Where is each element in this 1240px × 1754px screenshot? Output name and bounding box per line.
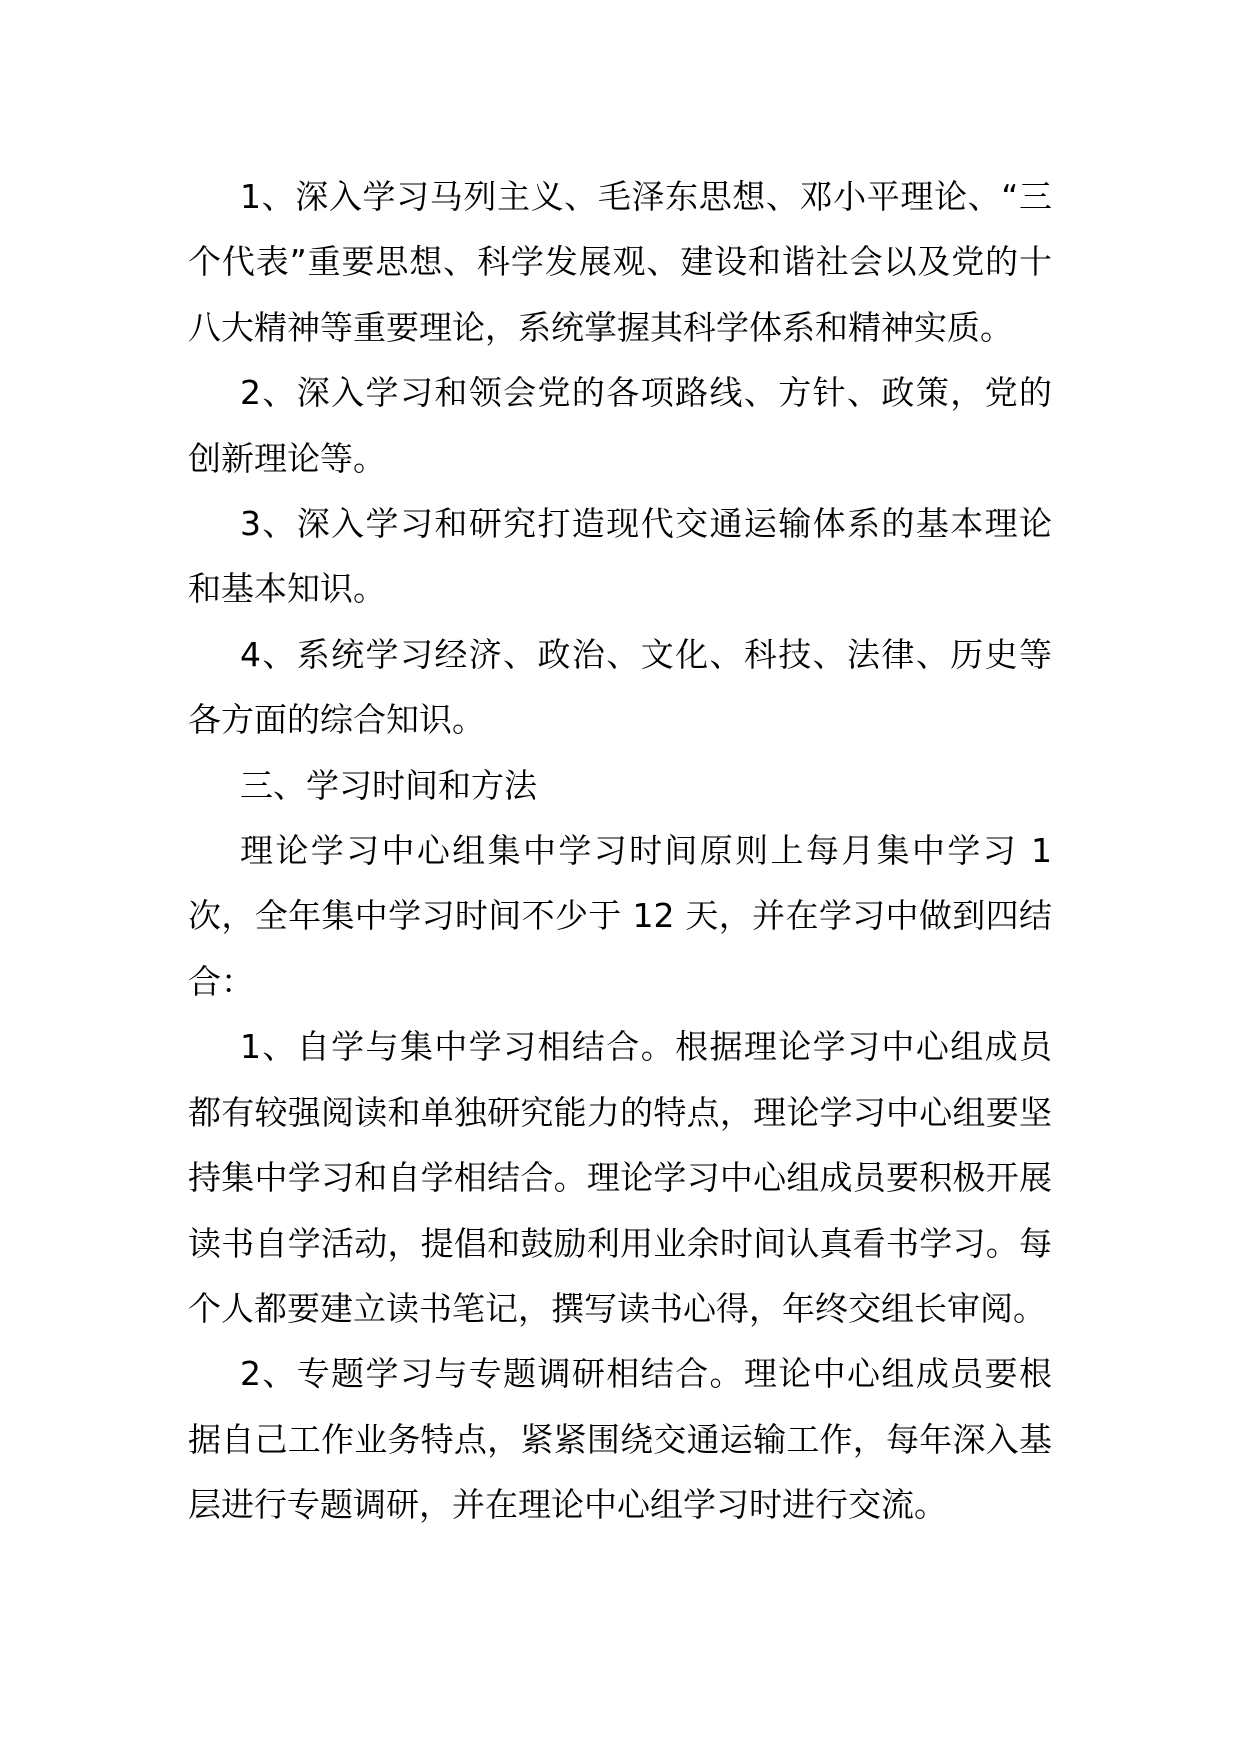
paragraph-method-item-1: 1、自学与集中学习相结合。根据理论学习中心组成员都有较强阅读和单独研究能力的特点，理论学习中心组要坚持集中学习和自学相结合。理论学习中心组成员要积极开展读书自学活动，提倡和鼓励利用业余时间认真看书学习。每个人都要建立读书笔记，撰写读书心得，年终交组长审阅。: [188, 1027, 1052, 1328]
paragraph-study-item-4: 4、系统学习经济、政治、文化、科技、法律、历史等各方面的综合知识。: [188, 634, 1052, 740]
paragraph-study-item-3: 3、深入学习和研究打造现代交通运输体系的基本理论和基本知识。: [188, 504, 1052, 609]
paragraph-study-schedule: 理论学习中心组集中学习时间原则上每月集中学习 1 次，全年集中学习时间不少于 12 天，并在学习中做到四结合：: [188, 831, 1052, 1001]
paragraph-study-item-2: 2、深入学习和领会党的各项路线、方针、政策，党的创新理论等。: [188, 373, 1052, 478]
paragraph-study-item-1: 1、深入学习马列主义、毛泽东思想、邓小平理论、“三个代表”重要思想、科学发展观、建设和谐社会以及党的十八大精神等重要理论，系统掌握其科学体系和精神实质。: [188, 177, 1052, 347]
document-body: [188, 164, 1052, 1538]
section-heading-time-and-method: 三、学习时间和方法: [240, 765, 537, 805]
paragraph-method-item-2: 2、专题学习与专题调研相结合。理论中心组成员要根据自己工作业务特点，紧紧围绕交通运输工作，每年深入基层进行专题调研，并在理论中心组学习时进行交流。: [188, 1354, 1052, 1525]
